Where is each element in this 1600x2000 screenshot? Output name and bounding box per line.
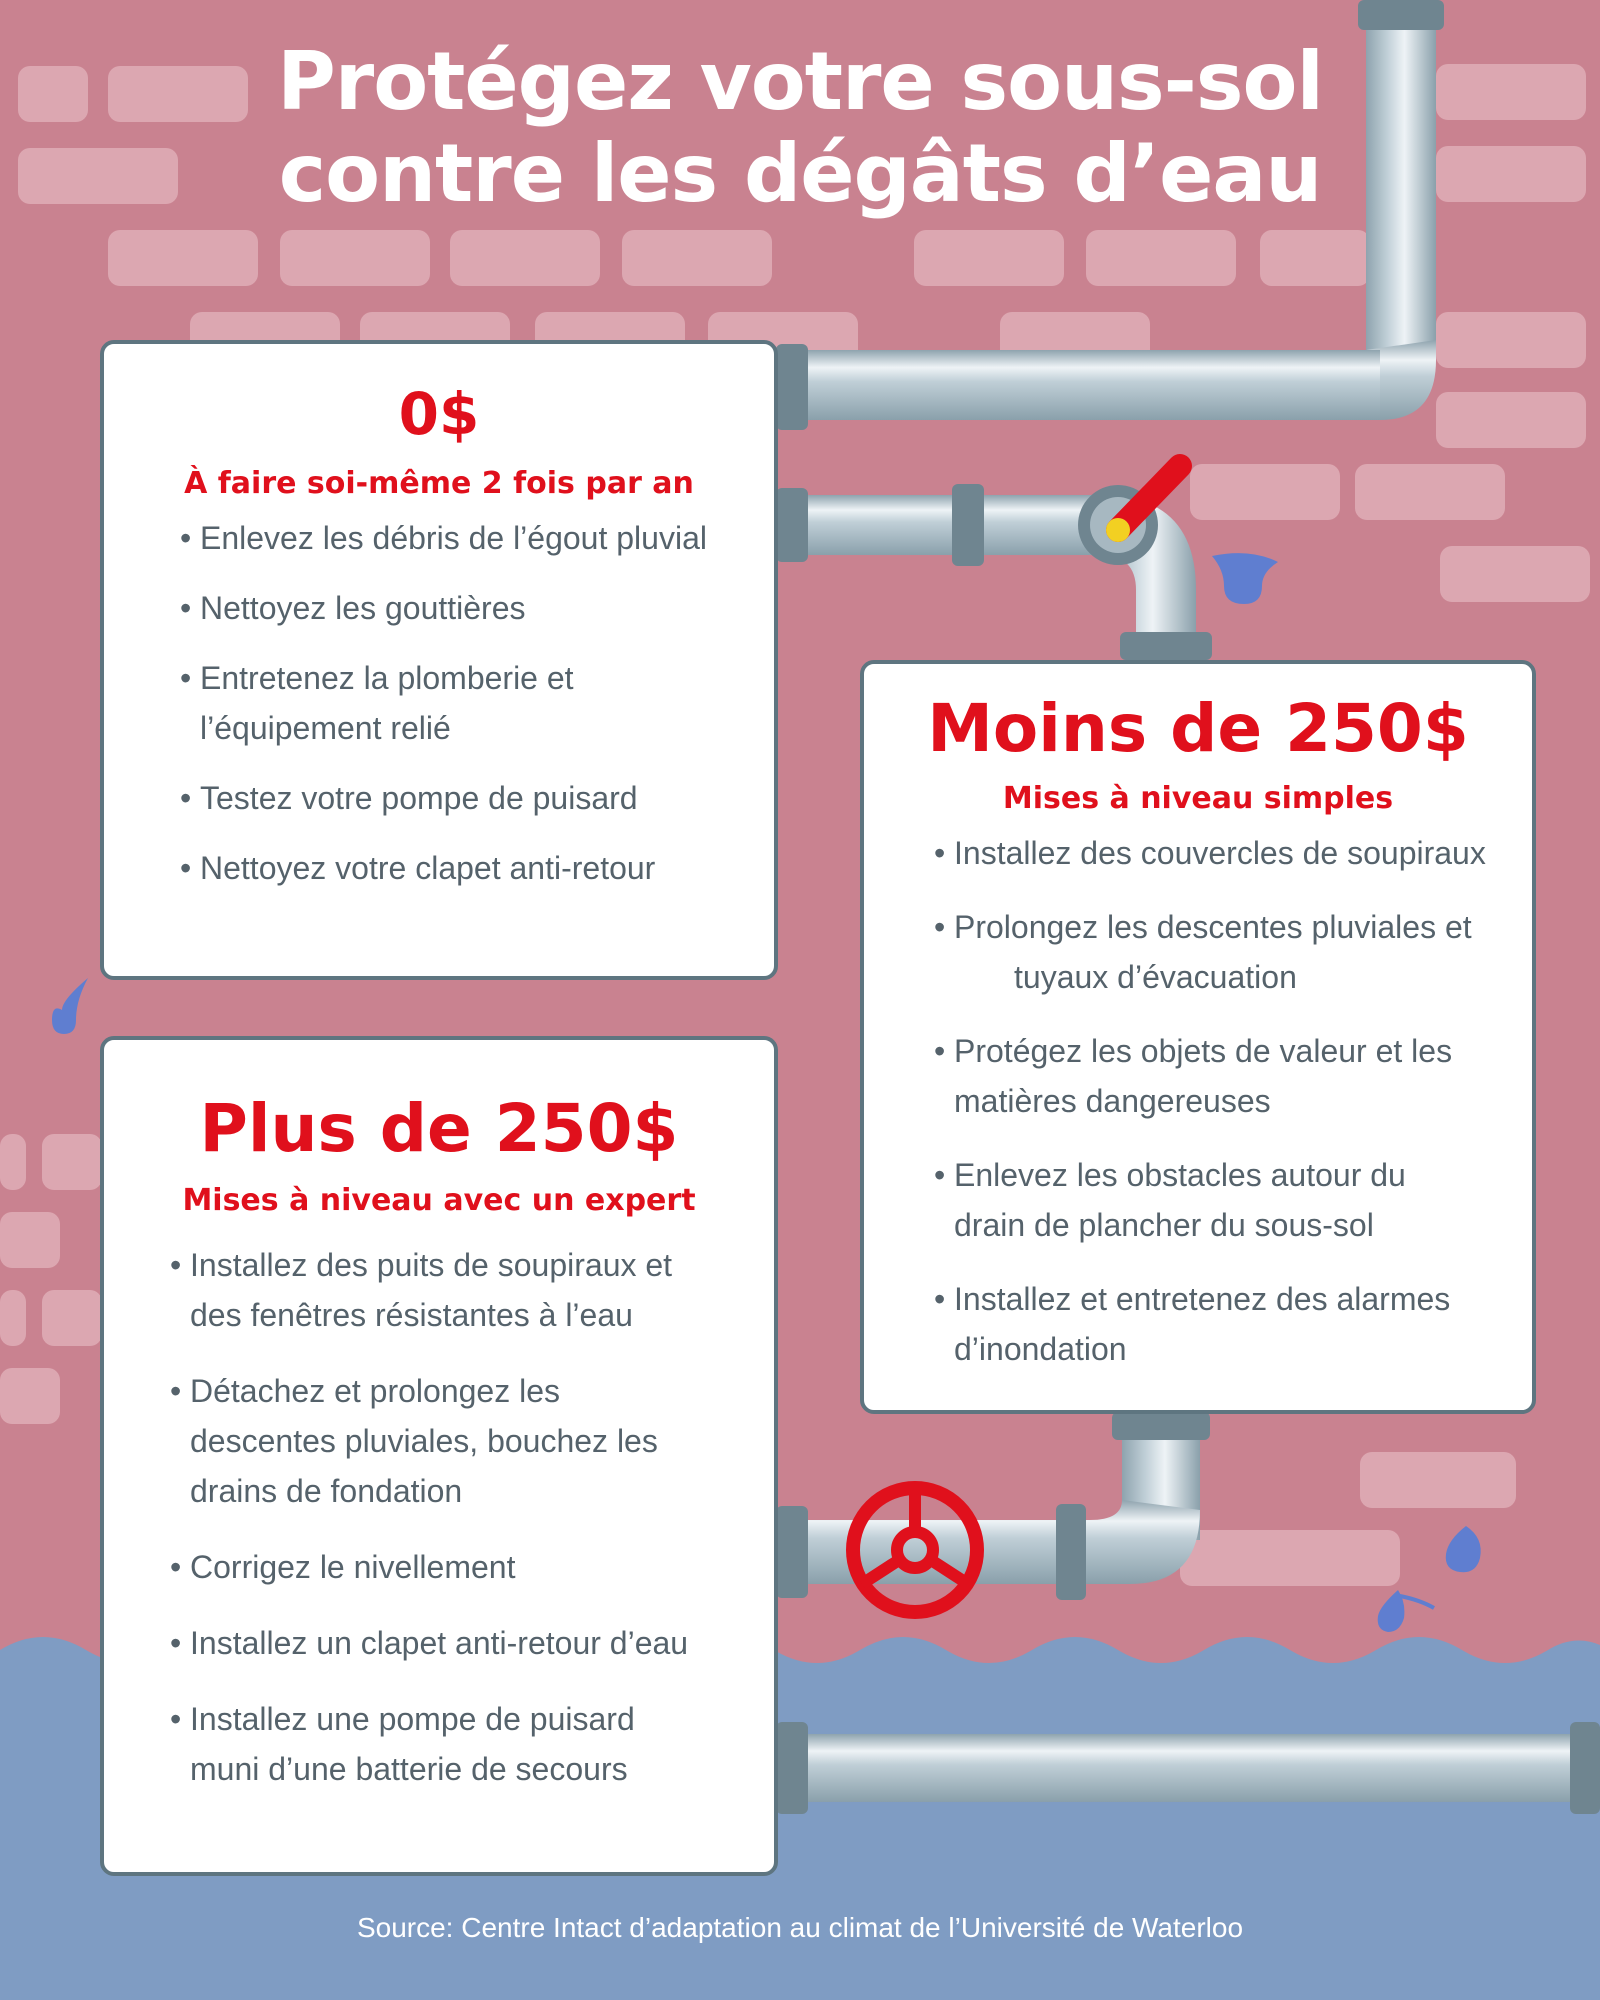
pipe-wheel-valve [776, 1410, 1210, 1612]
list-item: • Nettoyez votre clapet anti-retour [180, 850, 656, 886]
card-price: 0$ [398, 380, 480, 448]
card-diy [100, 340, 778, 980]
pipe-valve-lever [776, 466, 1212, 660]
list-item: • Prolongez les descentes pluviales et tuyaux d’évacuation [934, 909, 1472, 995]
list-item: • Détachez et prolongez les descentes pluviales, bouchez les drains de fondation [170, 1373, 658, 1509]
list-item: • Enlevez les débris de l’égout pluvial [180, 520, 707, 556]
source-credit: Source: Centre Intact d’adaptation au climat de l’Université de Waterloo [356, 1912, 1244, 1943]
list-item: • Installez et entretenez des alarmes d’inondation [934, 1281, 1451, 1367]
list-item: • Installez des puits de soupiraux et des fenêtres résistantes à l’eau [170, 1247, 673, 1333]
card-price: Plus de 250$ [199, 1090, 679, 1167]
page-title [0, 36, 1600, 220]
list-item: • Protégez les objets de valeur et les matières dangereuses [934, 1033, 1453, 1119]
card-list [180, 513, 774, 893]
card-subtitle: À faire soi-même 2 fois par an [184, 466, 694, 501]
list-item: • Enlevez les obstacles autour du drain de plancher du sous-sol [934, 1157, 1406, 1243]
list-item: • Testez votre pompe de puisard [180, 780, 638, 816]
card-list [170, 1240, 774, 1794]
card-expert-upgrades [100, 1036, 778, 1876]
card-price: Moins de 250$ [927, 690, 1469, 767]
list-item: • Installez des couvercles de soupiraux [934, 835, 1486, 871]
list-item: • Installez une pompe de puisard muni d’une batterie de secours [170, 1701, 635, 1787]
card-subtitle: Mises à niveau simples [1002, 781, 1394, 816]
card-list [934, 828, 1532, 1374]
title-line-2: contre les dégâts d’eau [278, 127, 1322, 220]
list-item: • Nettoyez les gouttières [180, 590, 526, 626]
pipe-bottom [776, 1722, 1600, 1814]
list-item: • Installez un clapet anti-retour d’eau [170, 1625, 689, 1661]
list-item: • Corrigez le nivellement [170, 1549, 516, 1585]
card-simple-upgrades [860, 660, 1536, 1414]
list-item: • Entretenez la plomberie et l’équipement relié [180, 660, 574, 746]
card-subtitle: Mises à niveau avec un expert [182, 1183, 696, 1218]
title-line-1: Protégez votre sous-sol [277, 35, 1323, 128]
